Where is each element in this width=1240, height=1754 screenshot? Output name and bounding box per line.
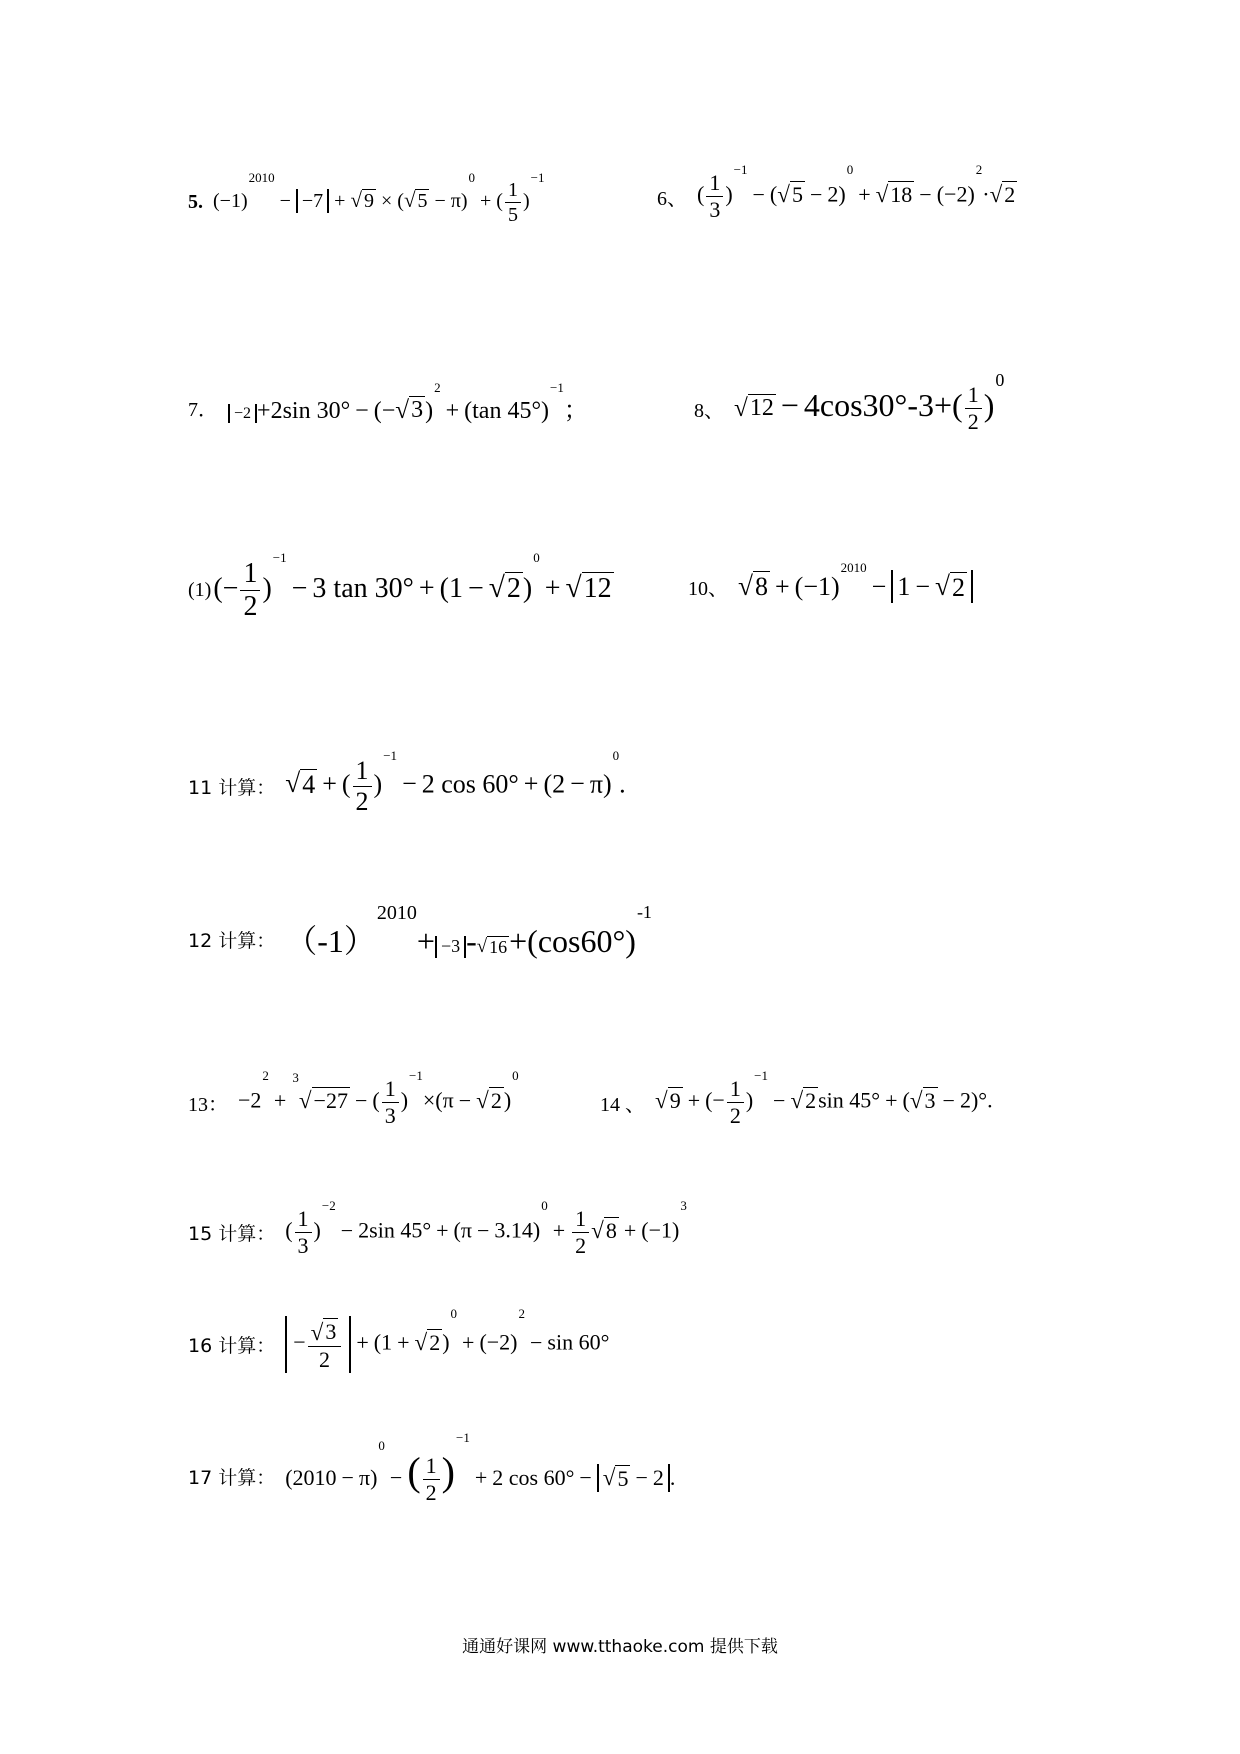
problem-12-number: 12 计算： bbox=[188, 929, 276, 952]
problem-6-number: 6、 bbox=[657, 188, 687, 210]
problem-13-expression: $-2^2+^3$ √ −27 − ( $\frac{1}{3}$ )$^{-1}$×(π − √ 2 )$^0$ bbox=[238, 1068, 519, 1128]
problem-5-number: 5. bbox=[188, 191, 203, 213]
problem-8-number: 8、 bbox=[694, 400, 724, 422]
problem-8-expression: √ 12 − 4cos30°-3+( $\frac{1}{2}$ )$^0$ bbox=[734, 370, 1005, 434]
problem-7-expression: −2 +2sin 30° − (− √ 3 )$^2$+ (tan 45°)$^{-1}$； bbox=[228, 390, 588, 425]
problem-14 bbox=[600, 1068, 993, 1128]
problem-10-number: 10、 bbox=[688, 577, 728, 600]
problem-12 bbox=[188, 902, 652, 962]
problem-5-expression: $(-1)^{2010}- -7$ + √ 9 × ( √ 5 − π)$^0$+ ( $\frac{1}{5}$ )$^{-1}$ bbox=[213, 170, 545, 226]
problem-16-expression: − √ 3 2 + (1 + √ 2 )$^0+ (-2)^2- \sin 60^\circ$ bbox=[285, 1316, 609, 1373]
problem-6 bbox=[657, 162, 1017, 222]
problem-13-number: 13： bbox=[188, 1094, 228, 1116]
problem-10 bbox=[688, 560, 973, 603]
problem-16-number: 16 计算： bbox=[188, 1335, 276, 1358]
problem-11-expression: √ 4 + ( $\frac{1}{2}$ )$^{-1}$− 2 $\cos 60^\circ + (2 - \pi)^0$. bbox=[285, 748, 626, 816]
problem-13 bbox=[188, 1068, 519, 1128]
problem-17-expression: $(2010 - \pi)^0-$ ( $\frac{1}{2}$ )$^{-1}$+ 2 cos 60° − √ 5 − 2 . bbox=[285, 1430, 676, 1506]
problem-11 bbox=[188, 748, 626, 816]
problem-15-expression: ( $\frac{1}{3}$ )$^{-2}$− 2sin $45^\circ + (\pi - 3.14)^0+$ $\frac{1}{2}$ √ 8 + $(-1)^3$ bbox=[285, 1198, 687, 1258]
problem-6-expression: ( $\frac{1}{3}$ )$^{-1}$− ( √ 5 − 2)$^0$+ √ 18 − $(-2)^2\cdot$ √ 2 bbox=[697, 162, 1016, 222]
problem-15 bbox=[188, 1198, 687, 1258]
problem-9 bbox=[188, 550, 614, 622]
problem-9-expression: (− $\frac{1}{2}$ )$^{-1}$− 3 tan 30° + (1 − √ 2 )$^0$+ √ 12 bbox=[213, 550, 612, 622]
problem-11-number: 11 计算： bbox=[188, 777, 276, 799]
problem-12-expression: $(-1)^{2010}+ -3$ - √ 16 $+(\cos 60^\circ)^{-1}$ bbox=[285, 902, 652, 959]
footer-source-note: 通通好课网 www.tthaoke.com 提供下载 bbox=[462, 1637, 778, 1657]
problem-7 bbox=[188, 380, 588, 425]
problem-8 bbox=[694, 370, 1005, 434]
problem-5 bbox=[188, 170, 545, 226]
problem-17 bbox=[188, 1430, 676, 1506]
problem-14-number: 14 、 bbox=[600, 1094, 645, 1116]
problem-17-number: 17 计算： bbox=[188, 1466, 276, 1489]
problem-15-number: 15 计算： bbox=[188, 1223, 276, 1245]
problem-7-number: 7． bbox=[188, 399, 218, 421]
problem-16 bbox=[188, 1306, 610, 1373]
problem-14-expression: √ 9 + (− $\frac{1}{2}$ )$^{-1}$− √ 2 sin 45° + ( √ 3 − 2)°. bbox=[655, 1068, 993, 1128]
problem-10-expression: √ 8 + $(-1)^{2010}- 1$ − √ 2 bbox=[738, 570, 973, 603]
problem-9-number: (1) bbox=[188, 579, 212, 601]
